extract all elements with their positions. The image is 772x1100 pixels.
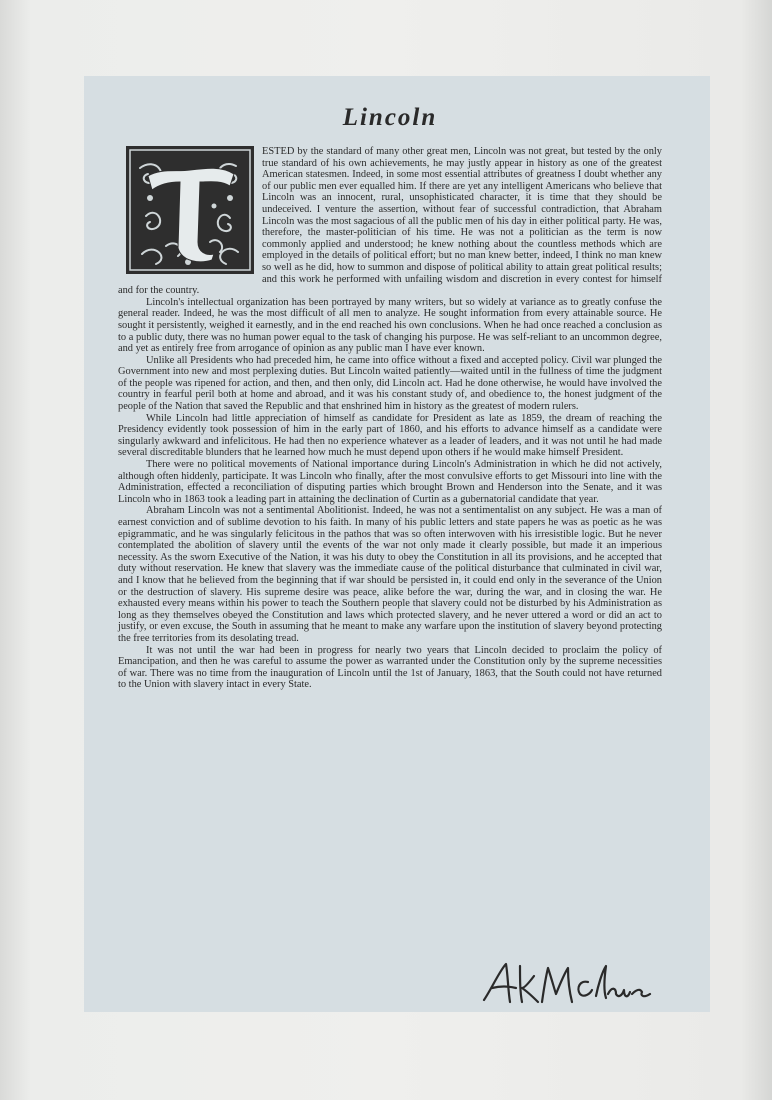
paragraph-3: Unlike all Presidents who had preceded him, he came into office without a fixed and accepted policy. Civil war plunged the Government into new and most perplexing duties. But Lincoln waited patiently—waited until in the fullness of time the judgment of the people was ripened for action, and then, and then only, did Lincoln act. Had he done otherwise, he would have involved the country in fearful peril both at home and abroad, and it was his constant study of, and obedience to, the honest judgment of the people of the Nation that saved the Republic and that enshrined him in history as the greatest of modern rulers. [118, 354, 662, 413]
paragraph-4: While Lincoln had little appreciation of himself as candidate for President as late as 1859, the dream of reaching the Presidency evidently took possession of him in the early part of 1860, and his efforts to advance himself as a candidate were singularly awkward and infelicitous. He had then no experience whatever as a leader of leaders, and it was not until he had made several discreditable blunders that he learned how much he must depend upon others if he would make himself President. [118, 412, 662, 459]
article-body [118, 146, 662, 691]
paragraph-5: There were no political movements of National importance during Lincoln's Administration in which he did not actively, although often hiddenly, participate. It was Lincoln who finally, after the most convulsive efforts to get Missouri into line with the Administration, effected a reconciliation of disputing parties which brought Brown and Henderson into the Senate, and it was Lincoln who in 1863 took a leading part in attaining the declination of Curtin as a gubernatorial candidate that year. [118, 459, 662, 505]
paragraph-2: Lincoln's intellectual organization has been portrayed by many writers, but so widely at variance as to greatly confuse the general reader. Indeed, he was the most difficult of all men to analyze. He sought information from every attainable source. He sought it persistently, weighed it earnestly, and in the end reached his own conclusions. When he had once reached a conclusion as to a public duty, there was no human power equal to the task of changing his purpose. He was self-reliant to an uncommon degree, and yet as entirely free from arrogance of opinion as any public man I have ever known. [118, 296, 662, 355]
ornamental-letter-t-icon [126, 146, 254, 274]
article-title: Lincoln [342, 104, 438, 131]
paragraph-7: It was not until the war had been in progress for nearly two years that Lincoln decided to proclaim the policy of Emancipation, and then he was careful to assume the power as warranted under the Constitution only by the supreme necessities of war. There was no time from the inauguration of Lincoln until the 1st of January, 1863, that the South could not have returned to the Union with slavery intact in every State. [118, 644, 662, 691]
paragraph-1: ESTED by the standard of many other great men, Lincoln was not great, but tested by the only true standard of his own achievements, he may justly appear in history as one of the greatest American statesmen. Indeed, in some most essential attributes of greatness I doubt whether any of our public men ever equalled him. If there are yet any intelligent Americans who believe that Lincoln was an innocent, rural, unsophisticated character, it is time that they should be undeceived. I venture the assertion, without fear of successful contradiction, that Abraham Lincoln was the most sagacious of all the public men of his day in either political party. He was, therefore, the master-politician of his time. He was not a politician as the term is now commonly applied and understood; he knew nothing about the countless methods which are employed in the details of political effort; but no man knew better, indeed, I think no man knew so well as he did, how to summon and dispose of political ability to attain great political results; and this work he performed with unfailing wisdom and discretion in every contest for himself and for the country. [118, 146, 662, 297]
author-signature [478, 958, 658, 1014]
decorative-initial-t [126, 146, 254, 274]
article [118, 104, 662, 691]
paragraph-6: Abraham Lincoln was not a sentimental Abolitionist. Indeed, he was not a sentimentalist on any subject. He was a man of earnest conviction and of sublime devotion to his faith. In many of his public letters and state papers he was as poetic as he was epigrammatic, and he was singularly felicitous in the pathos that was so often interwoven with his irresistible logic. But he never contemplated the abolition of slavery until the events of the war not only made it clearly possible, but made it an imperious necessity. As the sworn Executive of the Nation, it was his duty to obey the Constitution in all its provisions, and he accepted that duty without reservation. He knew that slavery was the immediate cause of the political disturbance that culminated in civil war, and I know that he believed from the beginning that if war should be persisted in, it could end only in the severance of the Union or the destruction of slavery. His supreme desire was peace, alike before the war, during the war, and in closing the war. He exhausted every means within his power to teach the Southern people that slavery could not be disturbed by his Administration as long as they themselves obeyed the Constitution and laws which protected slavery, and he never uttered a word or did an act to justify, or even excuse, the South in assuming that he meant to make any warfare upon the institution of slavery beyond protecting the free territories from its desolating tread. [118, 505, 662, 644]
